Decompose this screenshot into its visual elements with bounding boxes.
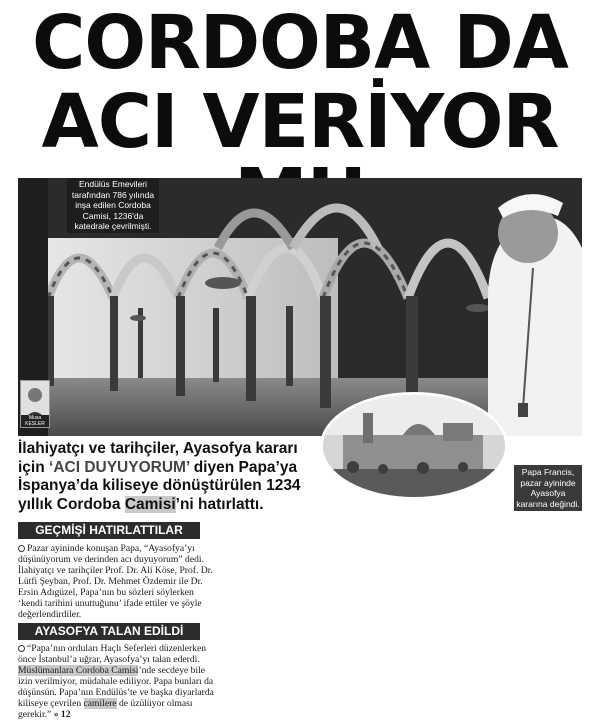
section-text-history (18, 543, 216, 620)
author-name: Musa KESLER (21, 415, 49, 427)
looted-text-c: de üzülüyor olması gerekir.” (18, 698, 193, 720)
looted-highlight-b: camilere (83, 698, 117, 709)
headline-line-1: CORDOBA DA (32, 0, 568, 86)
section-text-history-body: Pazar ayininde konuşan Papa, “Ayasofya’yı düşünüyorum ve derinden acı duyuyorum” dedi. İlahiyatçı ve tarihçiler Prof. Dr. Ali Köse, Prof. Dr. Lütfi Şeyban, Prof. Dr. Mehmet Özdemir ile Dr. Ersin Adıgüzel, Papa’nın bu sözleri söylerken ‘kendi tarihini unuttuğunu’ ifade ettiler ve şöyle değerlendirdiler. (18, 543, 213, 620)
section-text-looted (18, 643, 216, 720)
photo-caption-pope: Papa Francis, pazar ayininde Ayasofya kararına değindi. (514, 465, 582, 511)
cordoba-mosque-exterior-photo (320, 392, 508, 500)
bullet-icon (18, 545, 25, 552)
section-title-history: GEÇMİŞİ HATIRLATTILAR (18, 522, 200, 539)
lede-highlight: Camisi (124, 495, 176, 513)
author-photo (20, 380, 50, 428)
page-reference: » 12 (53, 709, 71, 720)
photo-caption-mosque: Endülüs Emevileri tarafından 786 yılında inşa edilen Cordoba Camisi, 1236'da katedrale çevrilmişti. (67, 178, 159, 233)
lede-part-1: İlahiyatçı ve tarihçiler, Ayasofya kararı için (18, 440, 298, 476)
looted-text-a: “Papa’nın orduları Haçlı Seferleri düzenlerken önce İstanbul’a uğrar, Ayasofya’yı talan ederdi. (18, 643, 207, 665)
headline-line-2: ACI VERİYOR (41, 79, 559, 165)
bullet-icon (18, 645, 25, 652)
section-title-looted: AYASOFYA TALAN EDİLDİ (18, 623, 200, 640)
lede-paragraph (18, 440, 318, 514)
lede-part-3: ’ni hatırlattı. (175, 495, 264, 513)
lede-quote: ‘ACI DUYUYORUM’ (49, 458, 190, 476)
lede-part-2: diyen Papa’ya İspanya’da kiliseye dönüştürülen 1234 yıllık Cordoba (18, 458, 301, 513)
looted-text-b: ’nde secdeye bile izin verilmiyor, müdahale ediliyor. Papa bunları da düşünsün. Papa’nın Endülüs’te ve başka diyarlarda kiliseye çevrilen (18, 665, 214, 709)
looted-highlight-a: Müslümanlara Cordoba Camisi (18, 665, 139, 676)
